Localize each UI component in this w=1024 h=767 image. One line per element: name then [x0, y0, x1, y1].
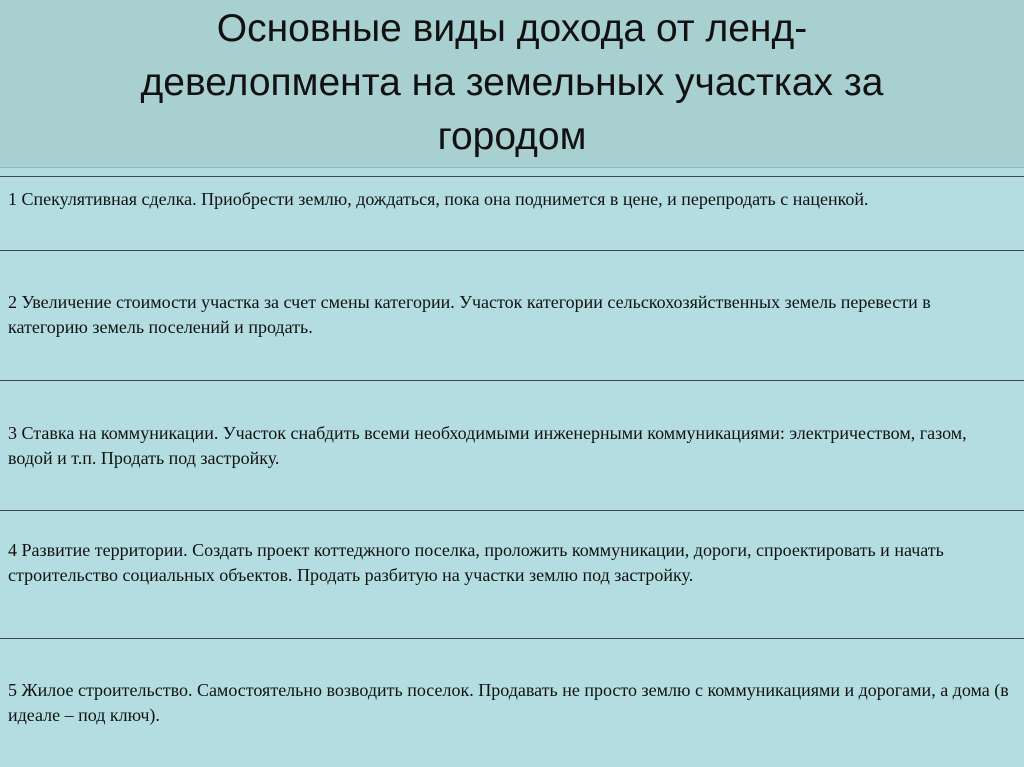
income-type-row-5: [0, 639, 1024, 767]
income-type-text-2: 2 Увеличение стоимости участка за счет смены категории. Участок категории сельскохозяйственных земель перевести в категорию земель поселений и продать.: [8, 292, 931, 337]
income-type-row-2: [0, 251, 1024, 381]
income-type-row-4: [0, 511, 1024, 639]
income-type-row-1: [0, 176, 1024, 251]
slide-title: Основные виды дохода от ленд- девелопмента на земельных участках за городом: [140, 7, 884, 158]
income-type-text-4: 4 Развитие территории. Создать проект коттеджного поселка, проложить коммуникации, дороги, спроектировать и начать строительство социальных объектов. Продать разбитую на участки землю под застройку.: [8, 540, 944, 585]
income-type-row-3: [0, 381, 1024, 511]
title-banner: [0, 0, 1024, 168]
income-type-text-3: 3 Ставка на коммуникации. Участок снабдить всеми необходимыми инженерными коммуникациями: электричеством, газом, водой и т.п. Продать под застройку.: [8, 423, 967, 468]
income-type-text-1: 1 Спекулятивная сделка. Приобрести землю, дождаться, пока она поднимется в цене, и перепродать с наценкой.: [8, 189, 869, 209]
income-type-text-5: 5 Жилое строительство. Самостоятельно возводить поселок. Продавать не просто землю с коммуникациями и дорогами, а дома (в идеале – под ключ).: [8, 680, 1009, 725]
